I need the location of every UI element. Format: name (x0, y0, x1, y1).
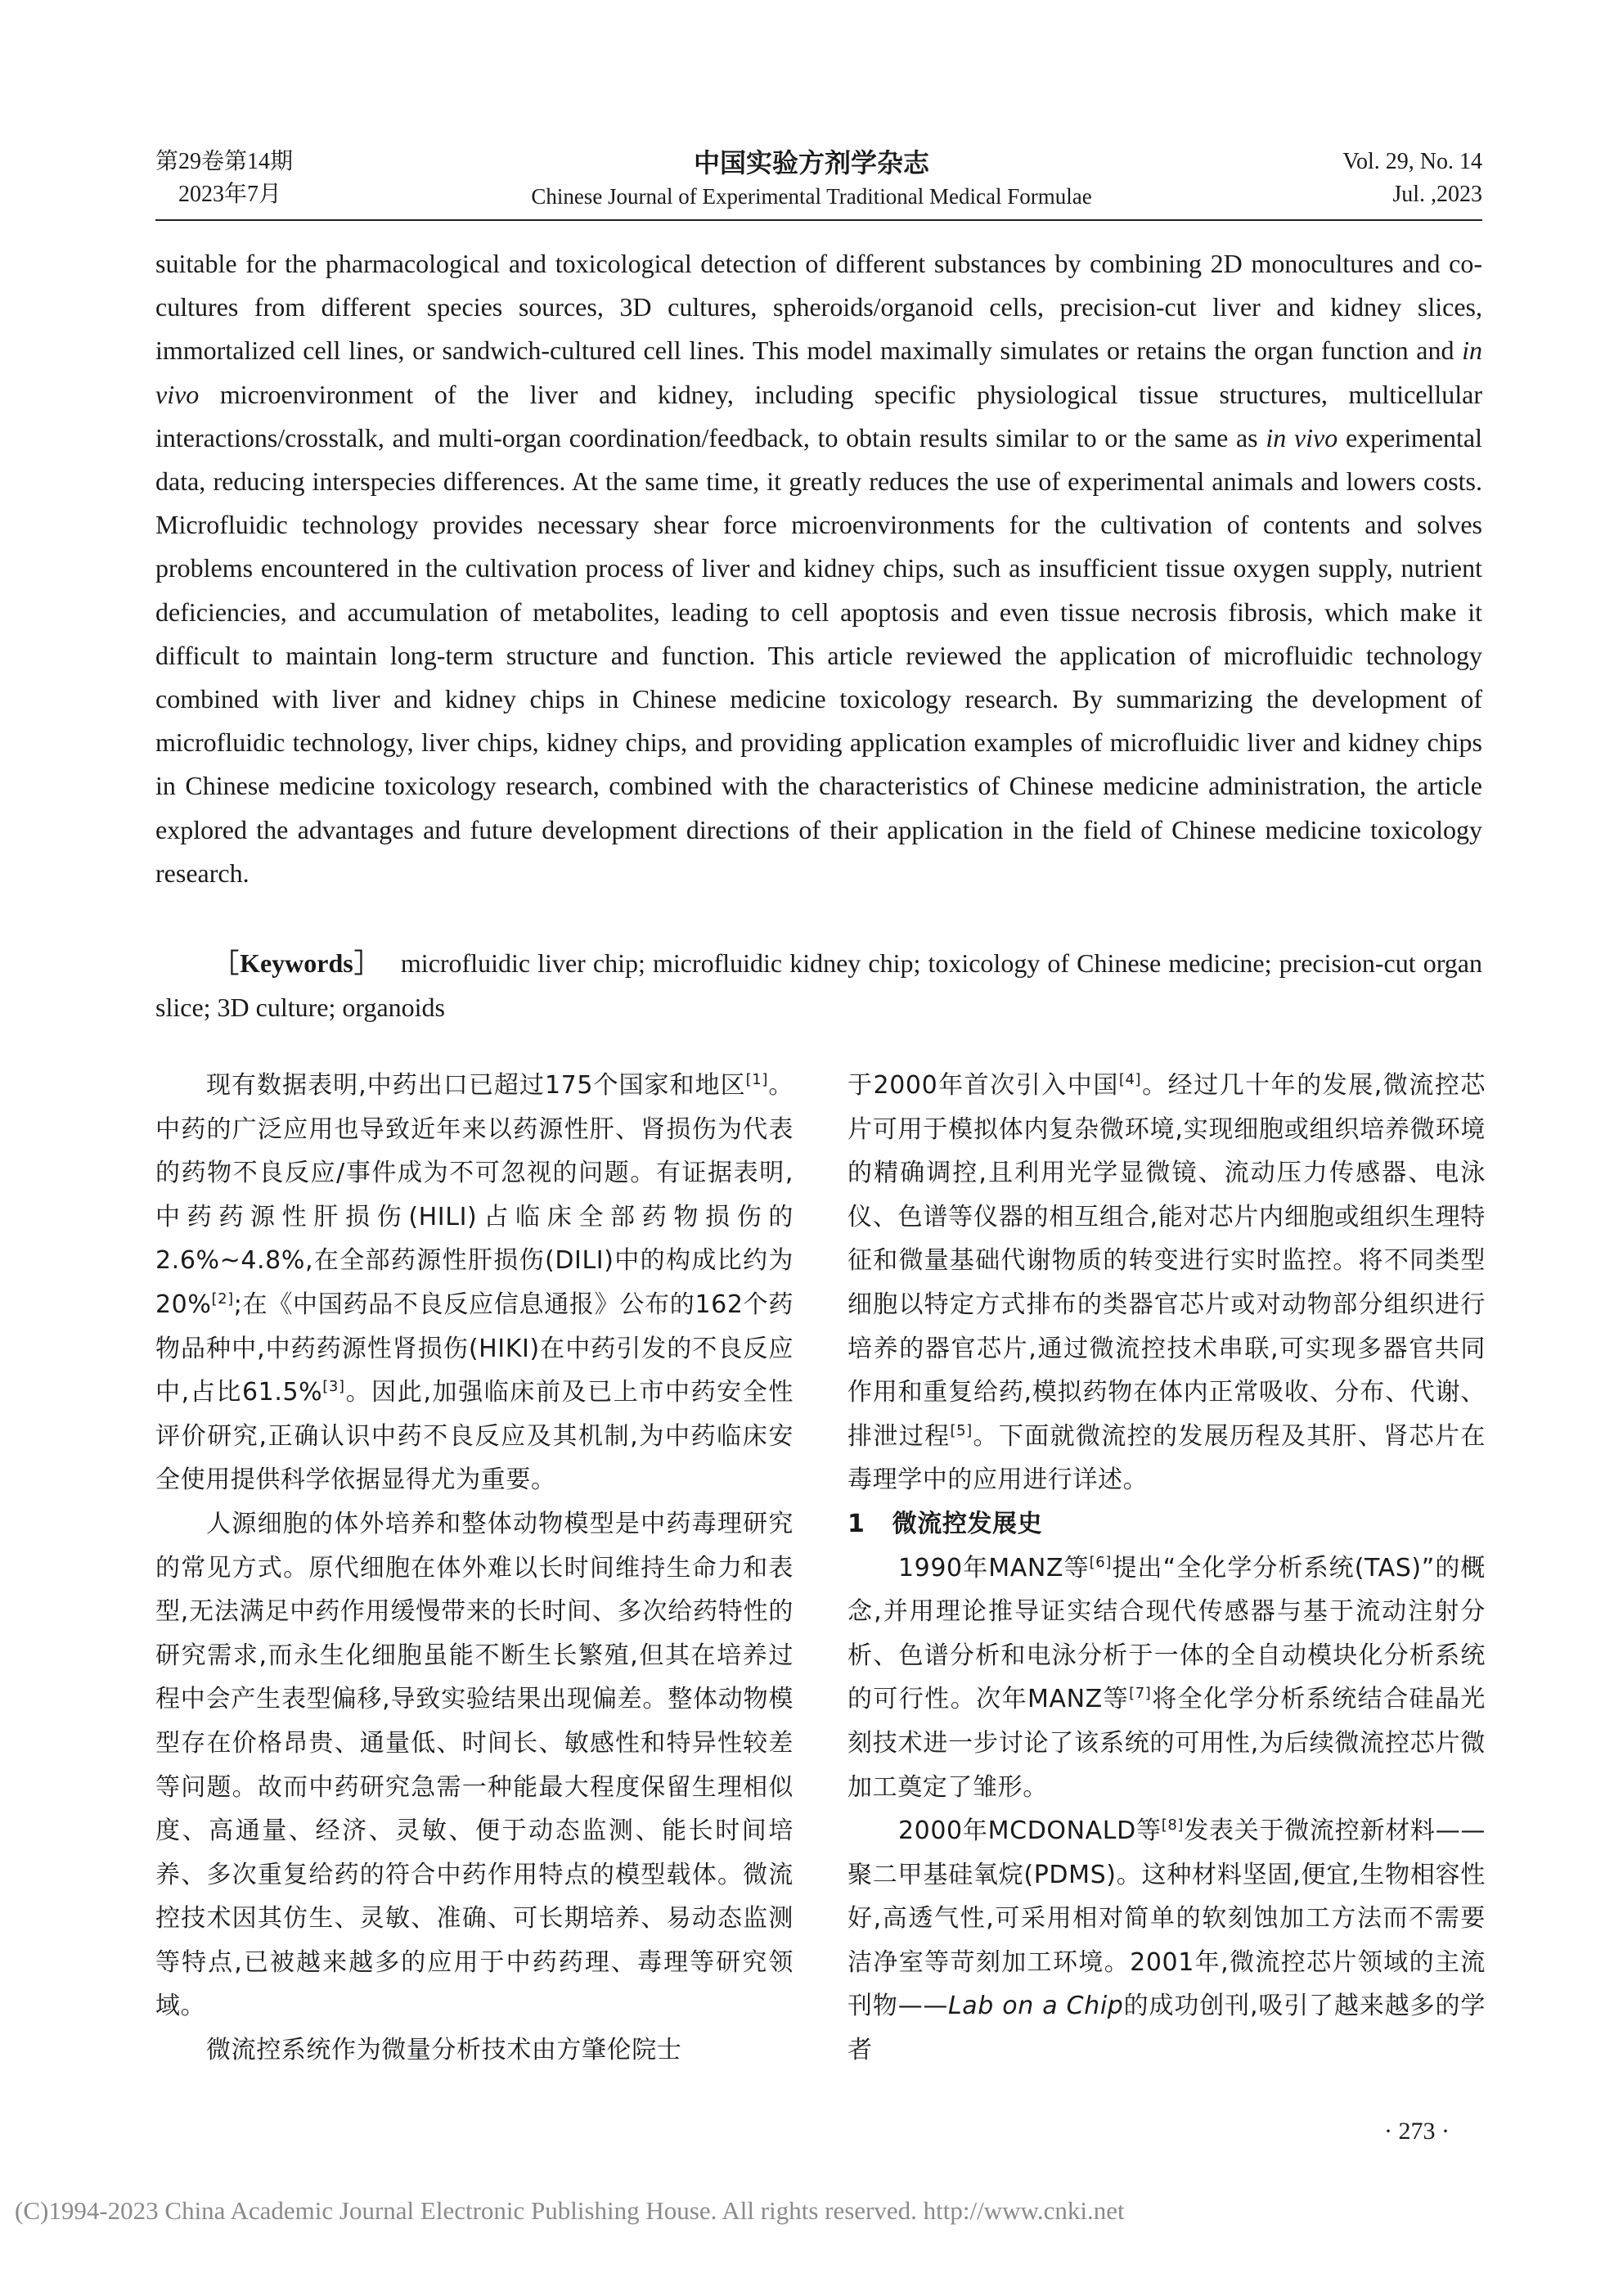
left-paragraph-1 (155, 1064, 794, 1502)
header-volume-issue (155, 146, 368, 211)
header-journal-title (458, 146, 1165, 213)
header-date-en: Jul. ,2023 (1392, 182, 1482, 207)
left-paragraph-2: 人源细胞的体外培养和整体动物模型是中药毒理研究的常见方式。原代细胞在体外难以长时间维持生命力和表型,无法满足中药作用缓慢带来的长时间、多次给药特性的研究需求,而永生化细胞虽能不断生长繁殖,但其在培养过程中会产生表型偏移,导致实验结果出现偏差。整体动物模型存在价格昂贵、通量低、时间长、敏感性和特异性较差等问题。故而中药研究急需一种能最大程度保留生理相似度、高通量、经济、灵敏、便于动态监测、能长时间培养、多次重复给药的符合中药作用特点的模型载体。微流控技术因其仿生、灵敏、准确、可长期培养、易动态监测等特点,已被越来越多的应用于中药药理、毒理等研究领域。 (155, 1509, 794, 2021)
abstract-part1: suitable for the pharmacological and toxicological detection of different substances by combining 2D monocultures and co-cultures from different species sources, 3D cultures, spheroids/organoid cells, precision-cut liver and kidney slices, immortalized cell lines, or sandwich-cultured cell lines. This model maximally simulates or retains the organ function and (155, 249, 1482, 366)
citation-ref-2: [2] (211, 1290, 234, 1308)
abstract-text (155, 242, 1482, 895)
left-p1-text-d: 。因此,加强临床前及已上市中药安全性评价研究,正确认识中药不良反应及其机制,为中药临床安全使用提供科学依据显得尤为重要。 (155, 1378, 794, 1495)
right-p1-text-b: 。经过几十年的发展,微流控芯片可用于模拟体内复杂微环境,实现细胞或组织培养微环境的精确调控,且利用光学显微镜、流动压力传感器、电泳仪、色谱等仪器的相互组合,能对芯片内细胞或组织生理特征和微量基础代谢物质的转变进行实时监控。将不同类型细胞以特定方式排布的类器官芯片或对动物部分组织进行培养的器官芯片,通过微流控技术串联,可实现多器官共同作用和重复给药,模拟药物在体内正常吸收、分布、代谢、排泄过程 (847, 1071, 1486, 1451)
right-p1-text-c: 。下面就微流控的发展历程及其肝、肾芯片在毒理学中的应用进行详述。 (847, 1421, 1486, 1495)
right-p2-text-a: 1990年MANZ等 (898, 1553, 1090, 1582)
right-p2-text-b: 提出“全化学分析系统(TAS)”的概念,并用理论推导证实结合现代传感器与基于流动注射分析、色谱分析和电泳分析于一体的全自动模块化分析系统的可行性。次年MANZ等 (847, 1553, 1486, 1714)
citation-ref-1: [1] (745, 1071, 768, 1088)
abstract-emphasis-1: in vivo (155, 335, 1482, 409)
right-p3-text-a: 2000年MCDONALD等 (898, 1817, 1162, 1846)
header-volume-issue-en (1237, 146, 1482, 211)
right-paragraph-3 (847, 1809, 1486, 2073)
citation-ref-8: [8] (1161, 1817, 1185, 1835)
keywords-block (155, 941, 1482, 1029)
abstract-part2: microenvironment of the liver and kidney, including specific physiological tissue structures, multicellular interactions/crosstalk, and multi-organ coordination/feedback, to obtain results similar to or the same as (155, 379, 1482, 452)
journal-title-en: Chinese Journal of Experimental Traditional Medical Formulae (531, 184, 1092, 209)
header-vol-issue-en: Vol. 29, No. 14 (1342, 149, 1482, 174)
header-vol-issue-cn: 第29卷第14期 (155, 149, 294, 174)
left-paragraph-3: 微流控系统作为微量分析技术由方肇伦院士 (206, 2036, 682, 2065)
footer-copyright: (C)1994-2023 China Academic Journal Electronic Publishing House. All rights reserved. http://www.cnki.net (15, 2196, 1125, 2225)
left-p1-text-b: 。中药的广泛应用也导致近年来以药源性肝、肾损伤为代表的药物不良反应/事件成为不可忽视的问题。有证据表明,中药药源性肝损伤(HILI)占临床全部药物损伤的2.6%~4.8%,在全部药源性肝损伤(DILI)中的构成比约为20% (155, 1071, 794, 1319)
right-paragraph-2 (847, 1546, 1486, 1810)
journal-title-cn: 中国实验方剂学杂志 (693, 147, 929, 178)
citation-ref-4: [4] (1118, 1071, 1142, 1088)
citation-ref-5: [5] (950, 1421, 973, 1439)
body-right-column (847, 1064, 1486, 2073)
keywords-text: microfluidic liver chip; microfluidic kidney chip; toxicology of Chinese medicine; precision-cut organ slice; 3D culture; organoids (155, 948, 1482, 1022)
section-number: 1 (847, 1509, 865, 1538)
header-rule (155, 219, 1482, 221)
right-p3-text-b: 发表关于微流控新材料——聚二甲基硅氧烷(PDMS)。这种材料坚固,便宜,生物相容性好,高透气性,可采用相对简单的软刻蚀加工方法而不需要洁净室等苛刻加工环境。2001年,微流控芯片领域的主流刊物—— (847, 1817, 1486, 2021)
abstract-emphasis-2: in vivo (1266, 422, 1338, 452)
keywords-label: ［Keywords］ (213, 948, 381, 978)
body-left-column (155, 1064, 794, 2073)
section-title: 微流控发展史 (892, 1509, 1043, 1538)
right-p2-text-c: 将全化学分析系统结合硅晶光刻技术进一步讨论了该系统的可用性,为后续微流控芯片微加工奠定了雏形。 (847, 1685, 1486, 1802)
right-p1-text-a: 于2000年首次引入中国 (847, 1071, 1119, 1100)
left-p1-text-a: 现有数据表明,中药出口已超过175个国家和地区 (206, 1071, 746, 1100)
left-p1-text-c: ;在《中国药品不良反应信息通报》公布的162个药物品种中,中药药源性肾损伤(HIKI)在中药引发的不良反应中,占比61.5% (155, 1290, 794, 1407)
citation-ref-6: [6] (1089, 1553, 1112, 1571)
abstract-part3: experimental data, reducing interspecies differences. At the same time, it greatly reduces the use of experimental animals and lowers costs. Microfluidic technology provides necessary shear force microenvironments for the cultivation of contents and solves problems encountered in the cultivation process of liver and kidney chips, such as insufficient tissue oxygen supply, nutrient deficiencies, and accumulation of metabolites, leading to cell apoptosis and even tissue necrosis fibrosis, which make it difficult to maintain long-term structure and function. This article reviewed the application of microfluidic technology combined with liver and kidney chips in Chinese medicine toxicology research. By summarizing the development of microfluidic technology, liver chips, kidney chips, and providing application examples of microfluidic liver and kidney chips in Chinese medicine toxicology research, combined with the characteristics of Chinese medicine administration, the article explored the advantages and future development directions of their application in the field of Chinese medicine toxicology research. (155, 422, 1483, 888)
citation-ref-7: [7] (1129, 1685, 1152, 1703)
journal-name-emphasis: Lab on a Chip (947, 1992, 1124, 2021)
right-paragraph-1 (847, 1064, 1486, 1502)
page-number: · 273 · (1384, 2118, 1450, 2145)
section-heading (847, 1502, 1486, 1546)
right-p3-text-c: 的成功创刊,吸引了越来越多的学者 (847, 1992, 1486, 2065)
header-date-cn: 2023年7月 (178, 182, 282, 207)
citation-ref-3: [3] (322, 1378, 345, 1396)
